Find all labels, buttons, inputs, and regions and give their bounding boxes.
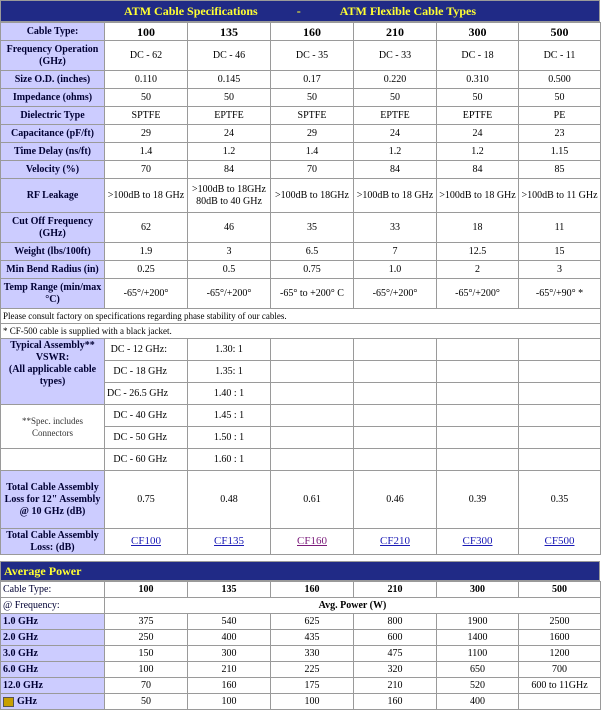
power-cell: 225	[271, 662, 354, 678]
vswr-empty-cell	[519, 427, 601, 449]
vswr-frequency: DC - 26.5 GHz	[105, 383, 188, 405]
spec-cell: 1.9	[105, 243, 188, 261]
power-cell: 650	[437, 662, 519, 678]
vswr-blank-cell	[1, 449, 105, 471]
vswr-value: 1.35: 1	[188, 361, 271, 383]
power-cell: 1200	[519, 646, 601, 662]
spec-cell: 46	[188, 213, 271, 243]
power-cell: 520	[437, 678, 519, 694]
spec-cell: 15	[519, 243, 601, 261]
spec-row-label: Dielectric Type	[1, 107, 105, 125]
spec-cell: DC - 35	[271, 41, 354, 71]
spec-cell: >100dB to 18 GHz	[105, 179, 188, 213]
spec-row-label: Min Bend Radius (in)	[1, 261, 105, 279]
power-cell: 70	[105, 678, 188, 694]
spec-row-label: RF Leakage	[1, 179, 105, 213]
vswr-row	[1, 405, 601, 427]
vswr-connector-note: **Spec. includes Connectors	[1, 405, 105, 449]
spec-cell: >100dB to 18 GHz	[354, 179, 437, 213]
vswr-empty-cell	[437, 339, 519, 361]
spec-row	[1, 107, 601, 125]
note-row	[1, 309, 601, 324]
power-frequency	[1, 694, 105, 710]
spec-cell: SPTFE	[271, 107, 354, 125]
spec-cell: 50	[519, 89, 601, 107]
datasheet-link-cell	[519, 529, 601, 555]
power-column-header: 210	[354, 582, 437, 598]
spec-cell: DC - 46	[188, 41, 271, 71]
cable-type-column-header: 300	[437, 23, 519, 41]
spec-cell: EPTFE	[354, 107, 437, 125]
spec-cell: 12.5	[437, 243, 519, 261]
spec-cell: 84	[188, 161, 271, 179]
vswr-empty-cell	[271, 361, 354, 383]
spec-cell: 1.4	[105, 143, 188, 161]
spec-row	[1, 41, 601, 71]
power-cell: 625	[271, 614, 354, 630]
spec-cell: -65°/+90° *	[519, 279, 601, 309]
power-row	[1, 630, 601, 646]
cable-type-column-header: 500	[519, 23, 601, 41]
power-cell: 475	[354, 646, 437, 662]
power-cell: 375	[105, 614, 188, 630]
spec-cell: >100dB to 11 GHz	[519, 179, 601, 213]
spec-row-label: Time Delay (ns/ft)	[1, 143, 105, 161]
vswr-empty-cell	[271, 339, 354, 361]
spec-cell: 24	[188, 125, 271, 143]
assembly-loss-row	[1, 471, 601, 529]
power-cell: 210	[188, 662, 271, 678]
vswr-empty-cell	[354, 427, 437, 449]
vswr-empty-cell	[437, 427, 519, 449]
power-cell: 300	[188, 646, 271, 662]
power-cell: 700	[519, 662, 601, 678]
datasheet-link-label: Total Cable Assembly Loss: (dB)	[1, 529, 105, 555]
spec-cell: 0.25	[105, 261, 188, 279]
spec-cell: 1.0	[354, 261, 437, 279]
spec-cell: -65°/+200°	[354, 279, 437, 309]
spec-cell: >100dB to 18GHz 80dB to 40 GHz	[188, 179, 271, 213]
power-row	[1, 694, 601, 710]
spec-cell: 85	[519, 161, 601, 179]
banner-left: ATM Cable Specifications	[123, 4, 258, 18]
spec-cell: 1.2	[437, 143, 519, 161]
power-frequency	[1, 662, 105, 678]
power-frequency-text: 1.0 GHz	[3, 616, 38, 627]
spec-cell: 0.145	[188, 71, 271, 89]
power-cell: 50	[105, 694, 188, 710]
spec-cell: 50	[437, 89, 519, 107]
vswr-frequency: DC - 50 GHz	[105, 427, 188, 449]
power-column-header: 135	[188, 582, 271, 598]
power-frequency	[1, 646, 105, 662]
power-cell: 100	[105, 662, 188, 678]
spec-cell: -65°/+200°	[437, 279, 519, 309]
assembly-loss-value: 0.39	[437, 471, 519, 529]
vswr-empty-cell	[271, 427, 354, 449]
vswr-empty-cell	[437, 361, 519, 383]
vswr-frequency: DC - 60 GHz	[105, 449, 188, 471]
average-power-banner: Average Power	[0, 561, 600, 581]
vswr-frequency: DC - 18 GHz	[105, 361, 188, 383]
spec-cell: 29	[105, 125, 188, 143]
spec-cell: 11	[519, 213, 601, 243]
power-frequency-text: 6.0 GHz	[3, 664, 38, 675]
power-column-header: 100	[105, 582, 188, 598]
power-cell: 400	[437, 694, 519, 710]
vswr-empty-cell	[354, 383, 437, 405]
power-cell: 100	[188, 694, 271, 710]
assembly-loss-value: 0.75	[105, 471, 188, 529]
spec-row	[1, 279, 601, 309]
black-jacket-note: * CF-500 cable is supplied with a black jacket.	[1, 324, 601, 339]
power-column-header: 500	[519, 582, 601, 598]
spec-row	[1, 125, 601, 143]
spec-row	[1, 213, 601, 243]
power-frequency	[1, 678, 105, 694]
vswr-empty-cell	[271, 383, 354, 405]
spec-row-label: Impedance (ohms)	[1, 89, 105, 107]
spec-cell: SPTFE	[105, 107, 188, 125]
vswr-row	[1, 339, 601, 361]
datasheet-link-cell	[437, 529, 519, 555]
spec-cell: 84	[354, 161, 437, 179]
spec-cell: -65° to +200° C	[271, 279, 354, 309]
spec-cell: >100dB to 18GHz	[271, 179, 354, 213]
power-cell: 1900	[437, 614, 519, 630]
spec-row-label: Frequency Operation (GHz)	[1, 41, 105, 71]
spec-row	[1, 89, 601, 107]
power-cell: 150	[105, 646, 188, 662]
vswr-subtitle: (All applicable cable types)	[8, 364, 97, 387]
spec-row	[1, 161, 601, 179]
power-cell: 175	[271, 678, 354, 694]
power-row	[1, 678, 601, 694]
assembly-loss-value: 0.48	[188, 471, 271, 529]
vswr-label	[1, 339, 105, 405]
avg-power-label: Avg. Power (W)	[105, 598, 601, 614]
datasheet-link-cf210[interactable]: CF210	[380, 535, 410, 547]
power-cell: 800	[354, 614, 437, 630]
spec-cell: 6.5	[271, 243, 354, 261]
power-cell: 435	[271, 630, 354, 646]
vswr-empty-cell	[519, 449, 601, 471]
spec-row	[1, 143, 601, 161]
spec-cell: >100dB to 18 GHz	[437, 179, 519, 213]
spec-cell: PE	[519, 107, 601, 125]
vswr-empty-cell	[354, 339, 437, 361]
spec-row-label: Size O.D. (inches)	[1, 71, 105, 89]
spec-cell: 70	[271, 161, 354, 179]
datasheet-link-cf135[interactable]: CF135	[214, 535, 244, 547]
power-row	[1, 614, 601, 630]
spec-cell: DC - 18	[437, 41, 519, 71]
vswr-empty-cell	[354, 449, 437, 471]
spec-row	[1, 179, 601, 213]
vswr-empty-cell	[519, 405, 601, 427]
spec-cell: 0.220	[354, 71, 437, 89]
assembly-loss-value: 0.46	[354, 471, 437, 529]
spec-cell: 35	[271, 213, 354, 243]
power-frequency-text: 2.0 GHz	[3, 632, 38, 643]
spec-cell: 1.2	[188, 143, 271, 161]
vswr-empty-cell	[354, 405, 437, 427]
assembly-loss-value: 0.61	[271, 471, 354, 529]
spec-cell: 0.500	[519, 71, 601, 89]
power-cable-type-label: Cable Type:	[1, 582, 105, 598]
spec-cell: 24	[437, 125, 519, 143]
datasheet-link-row	[1, 529, 601, 555]
spec-row-label: Velocity (%)	[1, 161, 105, 179]
vswr-value: 1.50 : 1	[188, 427, 271, 449]
spec-cell: 0.110	[105, 71, 188, 89]
spec-cell: 3	[188, 243, 271, 261]
cable-type-column-header: 100	[105, 23, 188, 41]
spec-cell: 2	[437, 261, 519, 279]
spec-cell: 0.75	[271, 261, 354, 279]
power-frequency-text: 12.0 GHz	[3, 680, 43, 691]
spec-cell: 18	[437, 213, 519, 243]
spec-cell: 50	[354, 89, 437, 107]
vswr-value: 1.40 : 1	[188, 383, 271, 405]
spec-row-label: Weight (lbs/100ft)	[1, 243, 105, 261]
power-cell: 160	[188, 678, 271, 694]
spec-cell: 29	[271, 125, 354, 143]
spec-cell: 50	[105, 89, 188, 107]
power-cell: 540	[188, 614, 271, 630]
cable-type-column-header: 160	[271, 23, 354, 41]
power-cell: 250	[105, 630, 188, 646]
title-banner	[0, 0, 600, 22]
banner-separator: -	[296, 4, 301, 18]
spec-cell: 7	[354, 243, 437, 261]
power-cell: 2500	[519, 614, 601, 630]
power-header-row	[1, 582, 601, 598]
power-cell: 1600	[519, 630, 601, 646]
cable-type-column-header: 210	[354, 23, 437, 41]
vswr-value: 1.45 : 1	[188, 405, 271, 427]
spec-row	[1, 261, 601, 279]
cable-type-column-header: 135	[188, 23, 271, 41]
power-row	[1, 646, 601, 662]
vswr-frequency: DC - 12 GHz:	[105, 339, 188, 361]
spec-row	[1, 243, 601, 261]
power-frequency	[1, 630, 105, 646]
datasheet-link-cf500[interactable]: CF500	[544, 535, 575, 547]
vswr-row	[1, 449, 601, 471]
spec-cell: 62	[105, 213, 188, 243]
assembly-loss-label: Total Cable Assembly Loss for 12" Assembly @ 10 GHz (dB)	[1, 471, 105, 529]
power-cell: 600	[354, 630, 437, 646]
vswr-value: 1.30: 1	[188, 339, 271, 361]
power-cell: 600 to 11GHz	[519, 678, 601, 694]
spec-cell: 1.2	[354, 143, 437, 161]
banner-right: ATM Flexible Cable Types	[339, 4, 477, 18]
assembly-loss-value: 0.35	[519, 471, 601, 529]
spec-cell: DC - 11	[519, 41, 601, 71]
spec-cell: 50	[188, 89, 271, 107]
spec-cell: -65°/+200°	[105, 279, 188, 309]
spec-cell: 50	[271, 89, 354, 107]
spec-cell: 24	[354, 125, 437, 143]
spec-cell: 33	[354, 213, 437, 243]
power-frequency	[1, 614, 105, 630]
spec-cell: 1.15	[519, 143, 601, 161]
power-column-header: 300	[437, 582, 519, 598]
vswr-empty-cell	[519, 361, 601, 383]
spec-cell: 70	[105, 161, 188, 179]
spec-cell: 84	[437, 161, 519, 179]
vswr-empty-cell	[271, 405, 354, 427]
vswr-empty-cell	[519, 383, 601, 405]
spec-row	[1, 71, 601, 89]
power-cell: 100	[271, 694, 354, 710]
power-column-header: 160	[271, 582, 354, 598]
power-cell	[519, 694, 601, 710]
vswr-value: 1.60 : 1	[188, 449, 271, 471]
vswr-frequency: DC - 40 GHz	[105, 405, 188, 427]
datasheet-link-cell	[271, 529, 354, 555]
spec-row-label: Capacitance (pF/ft)	[1, 125, 105, 143]
spec-cell: EPTFE	[437, 107, 519, 125]
power-cell: 160	[354, 694, 437, 710]
spec-row-label: Temp Range (min/max °C)	[1, 279, 105, 309]
vswr-empty-cell	[437, 383, 519, 405]
spec-cell: 3	[519, 261, 601, 279]
vswr-empty-cell	[437, 405, 519, 427]
spec-table	[0, 22, 601, 555]
spec-cell: 23	[519, 125, 601, 143]
power-cell: 400	[188, 630, 271, 646]
power-frequency-text: GHz	[17, 696, 37, 707]
phase-stability-note: Please consult factory on specifications regarding phase stability of our cables.	[1, 309, 601, 324]
spec-cell: 0.5	[188, 261, 271, 279]
spec-cell: DC - 62	[105, 41, 188, 71]
power-cell: 210	[354, 678, 437, 694]
spec-cell: DC - 33	[354, 41, 437, 71]
vswr-empty-cell	[354, 361, 437, 383]
cable-type-header-row	[1, 23, 601, 41]
spec-cell: 1.4	[271, 143, 354, 161]
spec-cell: EPTFE	[188, 107, 271, 125]
power-cell: 1400	[437, 630, 519, 646]
datasheet-link-cell	[354, 529, 437, 555]
printer-icon[interactable]	[3, 697, 14, 707]
cable-type-label: Cable Type:	[1, 23, 105, 41]
average-power-table	[0, 581, 601, 710]
datasheet-link-cf100[interactable]: CF100	[131, 535, 161, 547]
power-cell: 330	[271, 646, 354, 662]
spec-cell: 0.310	[437, 71, 519, 89]
power-frequency-label: @ Frequency:	[1, 598, 105, 614]
power-cell: 1100	[437, 646, 519, 662]
vswr-empty-cell	[271, 449, 354, 471]
spec-cell: 0.17	[271, 71, 354, 89]
datasheet-link-cell	[105, 529, 188, 555]
datasheet-link-cell	[188, 529, 271, 555]
power-frequency-row	[1, 598, 601, 614]
power-frequency-text: 3.0 GHz	[3, 648, 38, 659]
power-row	[1, 662, 601, 678]
vswr-title: Typical Assembly** VSWR:	[10, 340, 95, 363]
spec-cell: -65°/+200°	[188, 279, 271, 309]
vswr-empty-cell	[519, 339, 601, 361]
vswr-empty-cell	[437, 449, 519, 471]
datasheet-link-cf160[interactable]: CF160	[297, 535, 327, 547]
datasheet-link-cf300[interactable]: CF300	[462, 535, 493, 547]
spec-row-label: Cut Off Frequency (GHz)	[1, 213, 105, 243]
note-row	[1, 324, 601, 339]
power-cell: 320	[354, 662, 437, 678]
